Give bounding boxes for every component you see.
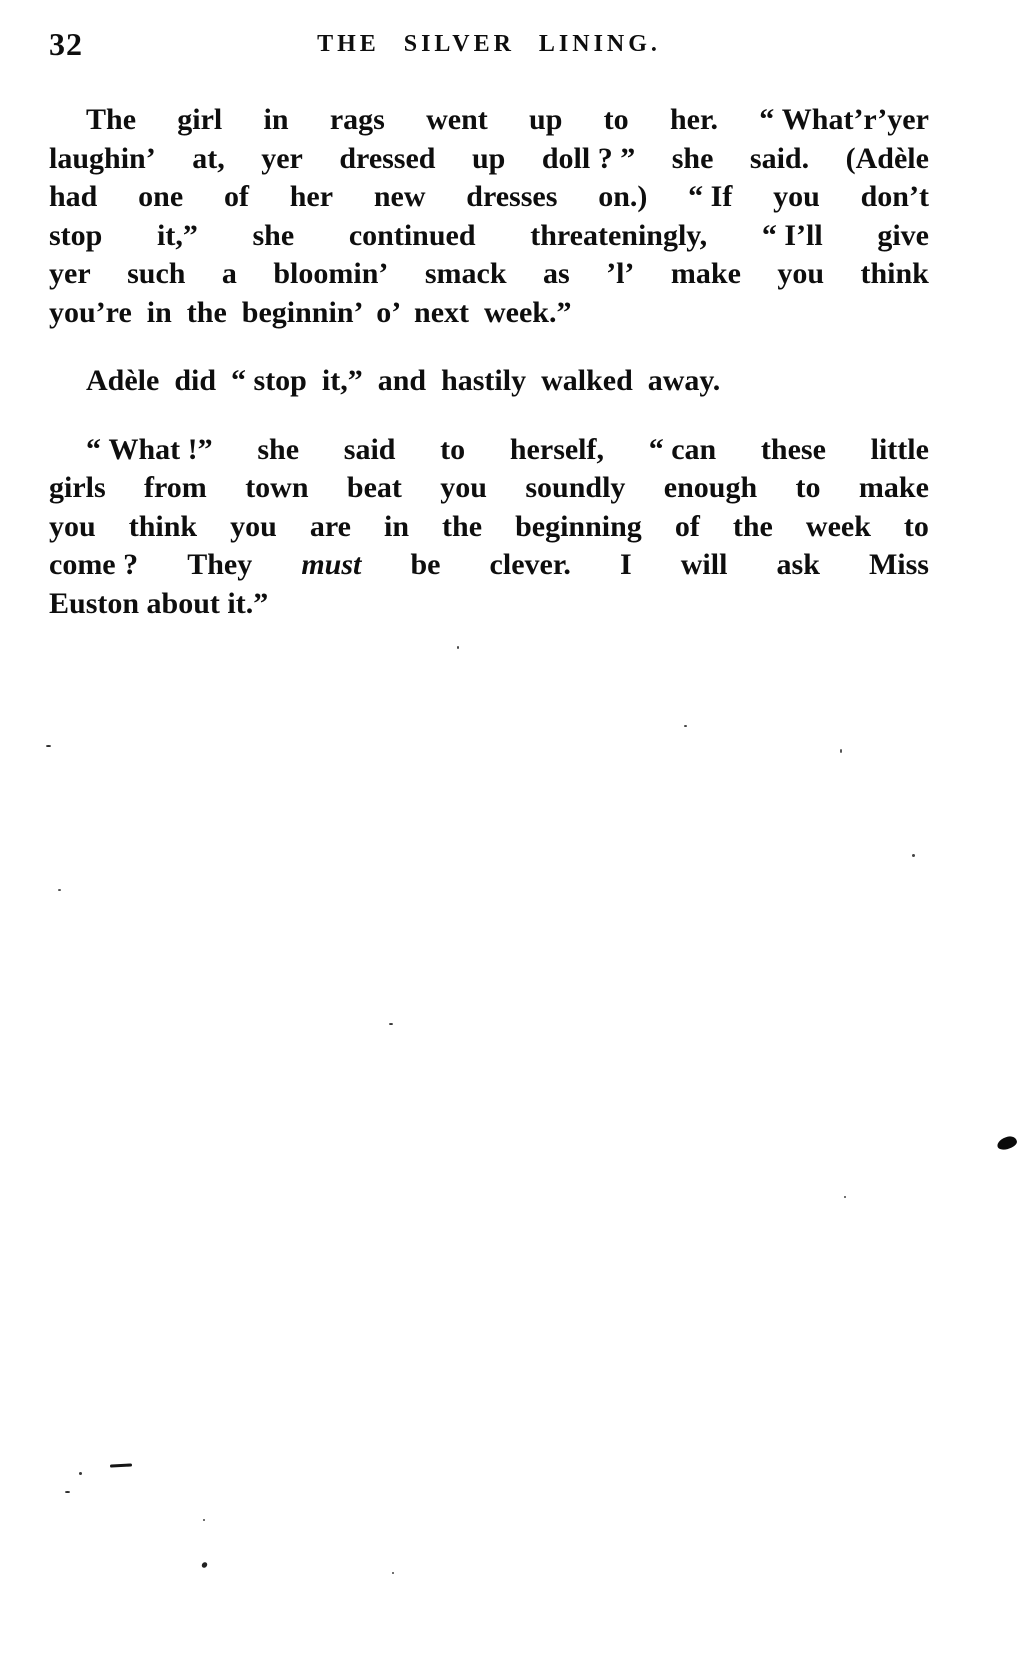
ink-blob-artifact (996, 1135, 1018, 1151)
dust-speck-artifact (46, 745, 51, 747)
text-line: Euston about it.” (49, 586, 269, 620)
text-line: you’re in the beginnin’ o’ next week.” (49, 295, 572, 329)
text-line: girls from town beat you soundly enough to make (49, 471, 929, 504)
text-line: come ? They must be clever. I will ask Miss (49, 548, 929, 581)
dust-speck-artifact (389, 1023, 393, 1025)
dust-speck-artifact (201, 1561, 209, 1569)
text-line: “ What !” she said to herself, “ can these little (86, 432, 929, 466)
dust-speck-artifact (65, 1491, 70, 1493)
dust-speck-artifact (912, 854, 915, 857)
dust-speck-artifact (58, 889, 61, 891)
dust-speck-artifact (844, 1196, 846, 1198)
text-line: laughin’ at, yer dressed up doll ? ” she said. (Adèle (49, 141, 929, 175)
dust-speck-artifact (110, 1463, 132, 1467)
text-line: stop it,” she continued threateningly, “ I’ll give (49, 218, 929, 252)
text-line: had one of her new dresses on.) “ If you don’t (49, 180, 929, 213)
text-block (49, 101, 929, 653)
running-title: THE SILVER LINING. (317, 31, 661, 57)
dust-speck-artifact (79, 1472, 82, 1475)
text-line: Adèle did “ stop it,” and hastily walked away. (86, 364, 721, 397)
text-line: you think you are in the beginning of the week to (49, 509, 929, 543)
text-line: The girl in rags went up to her. “ What’r’yer (86, 103, 929, 136)
dust-speck-artifact (840, 749, 842, 753)
page-number: 32 (49, 26, 83, 62)
dust-speck-artifact (392, 1572, 394, 1574)
dust-speck-artifact (203, 1519, 205, 1521)
page-header (49, 26, 929, 66)
dust-speck-artifact (684, 725, 687, 727)
text-line: yer such a bloomin’ smack as ’l’ make you think (49, 257, 929, 290)
